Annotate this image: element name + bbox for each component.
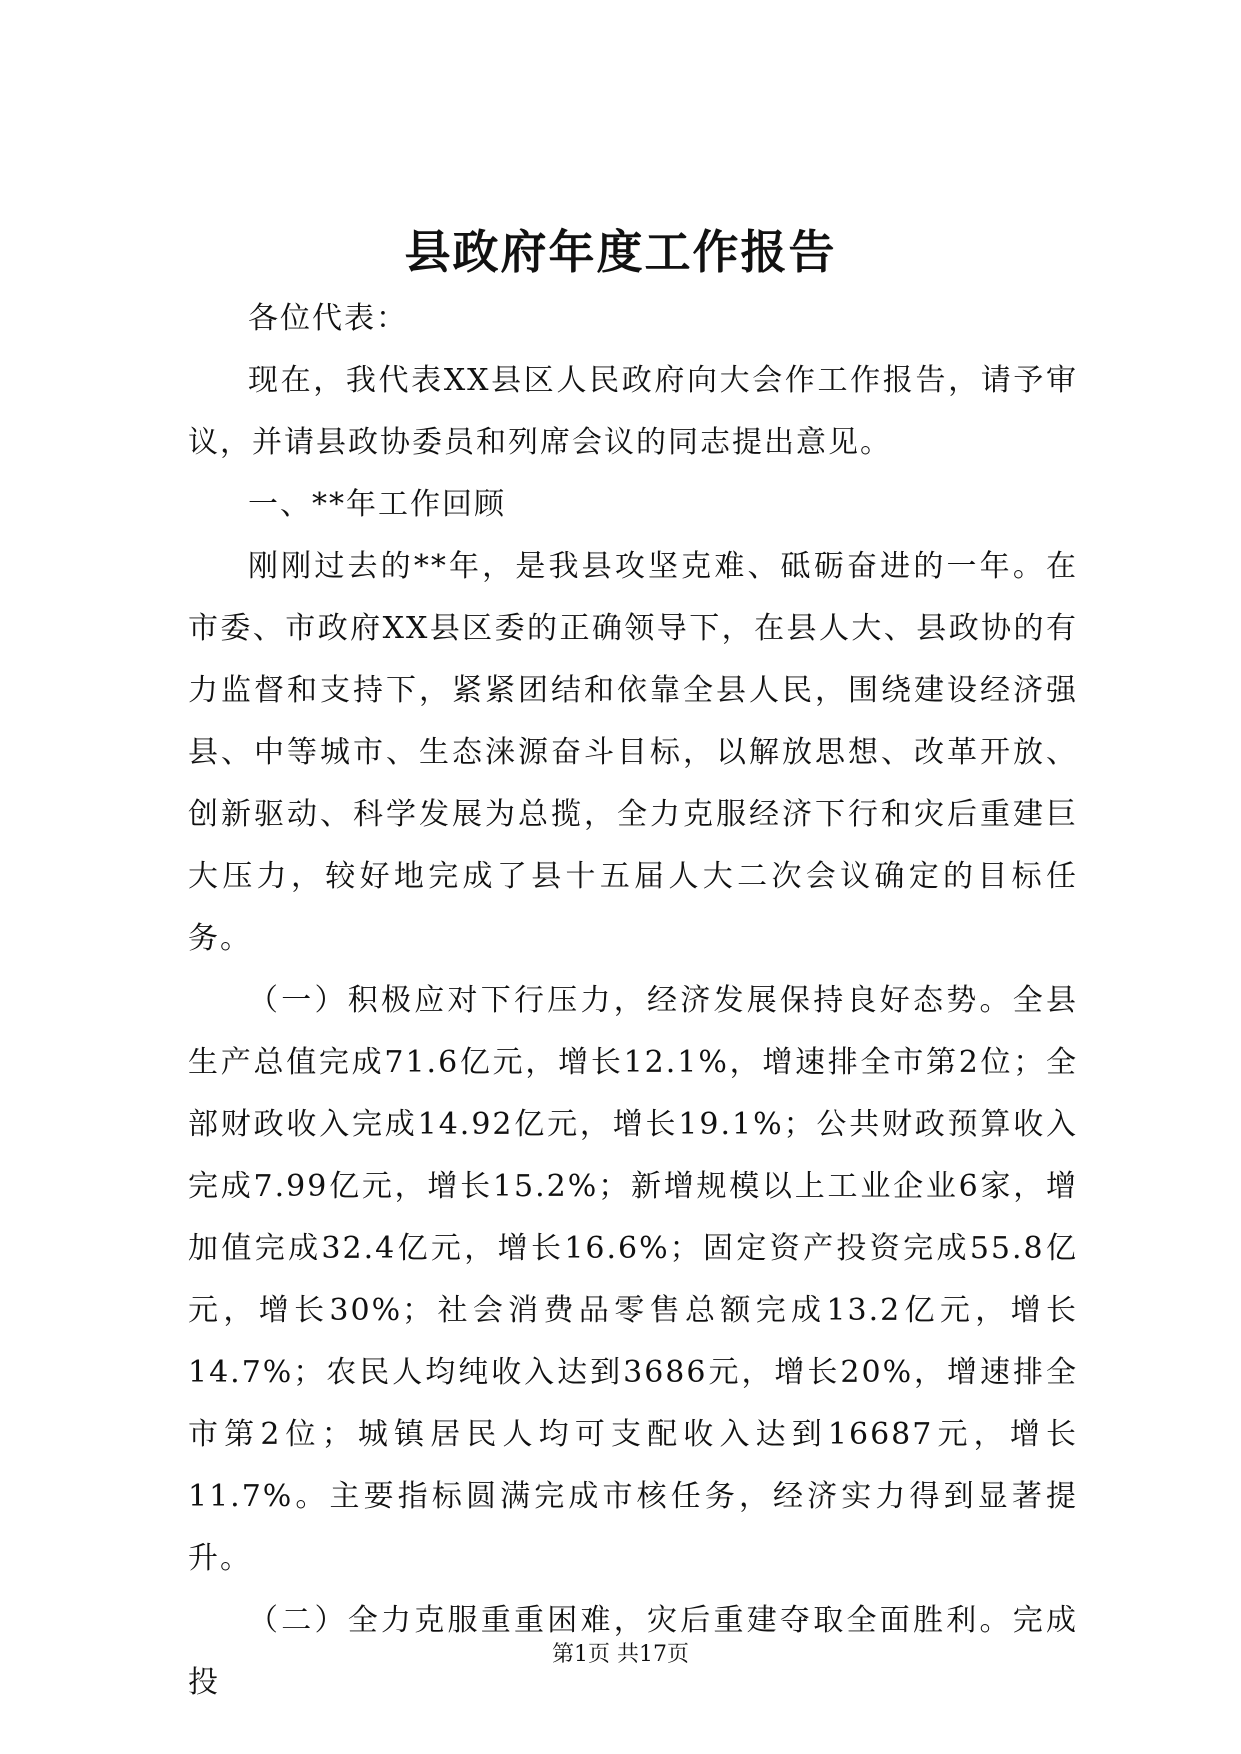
paragraph-review: 刚刚过去的**年，是我县攻坚克难、砥砺奋进的一年。在市委、市政府XX县区委的正确领导下，在县人大、县政协的有力监督和支持下，紧紧团结和依靠全县人民，围绕建设经济强县、中等城市、生态涞源奋斗目标，以解放思想、改革开放、创新驱动、科学发展为总揽，全力克服经济下行和灾后重建巨大压力，较好地完成了县十五届人大二次会议确定的目标任务。 xyxy=(188,549,1078,956)
paragraph-economy: （一）积极应对下行压力，经济发展保持良好态势。全县生产总值完成71.6亿元，增长12.1%，增速排全市第2位；全部财政收入完成14.92亿元，增长19.1%；公共财政预算收入完成7.99亿元，增长15.2%；新增规模以上工业企业6家，增加值完成32.4亿元，增长16.6%；固定资产投资完成55.8亿元，增长30%；社会消费品零售总额完成13.2亿元，增长14.7%；农民人均纯收入达到3686元，增长20%，增速排全市第2位；城镇居民人均可支配收入达到16687元，增长11.7%。主要指标圆满完成市核任务，经济实力得到显著提升。 xyxy=(188,983,1078,1576)
paragraph-intro: 现在，我代表XX县区人民政府向大会作工作报告，请予审议，并请县政协委员和列席会议的同志提出意见。 xyxy=(188,363,1078,460)
paragraph-reconstruction: （二）全力克服重重困难，灾后重建夺取全面胜利。完成投 xyxy=(188,1603,1078,1700)
document-body xyxy=(188,288,1078,1714)
section-heading: 一、**年工作回顾 xyxy=(248,487,506,522)
salutation: 各位代表： xyxy=(248,301,408,336)
document-title: 县政府年度工作报告 xyxy=(404,225,837,279)
page-number-footer: 第1页 共17页 xyxy=(552,1642,689,1667)
